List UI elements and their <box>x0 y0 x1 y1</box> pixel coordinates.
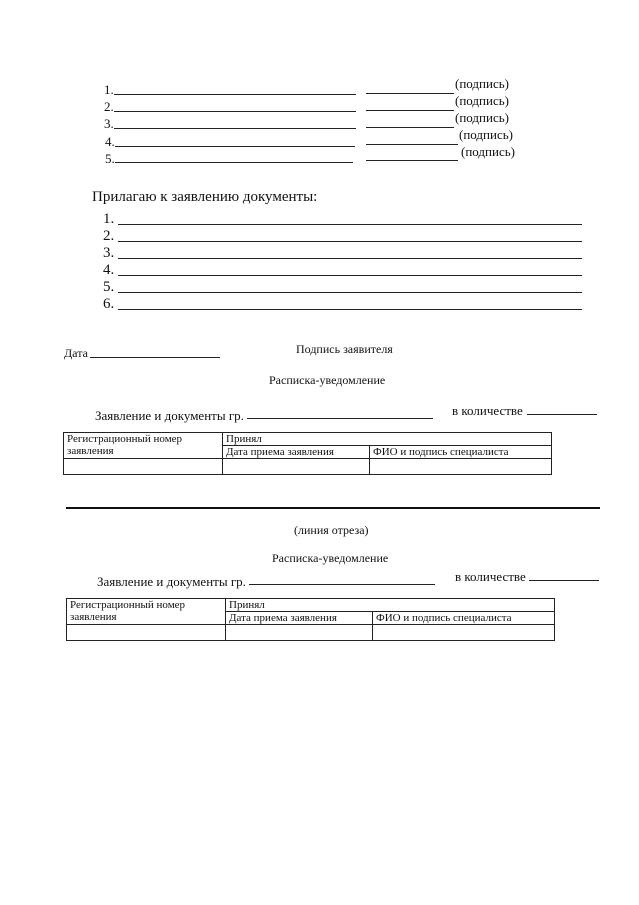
document-number: 4. <box>103 262 115 278</box>
signature-number: 3. <box>104 116 114 131</box>
signature-line[interactable] <box>366 93 454 94</box>
date-received-cell[interactable] <box>223 459 370 475</box>
quantity-line[interactable] <box>529 580 599 581</box>
cut-line-rule <box>66 507 600 509</box>
receipt-table <box>63 432 552 475</box>
specialist-cell[interactable] <box>370 459 552 475</box>
signature-label: (подпись) <box>459 127 513 142</box>
signature-number: 2. <box>104 99 114 114</box>
signature-number: 5. <box>105 151 115 166</box>
document-line[interactable] <box>118 309 582 310</box>
document-number: 2. <box>103 228 115 244</box>
document-number: 3. <box>103 245 115 261</box>
signature-line[interactable] <box>366 127 454 128</box>
document-number: 6. <box>103 296 115 312</box>
specialist-cell[interactable] <box>373 625 555 641</box>
accepted-header: Принял <box>226 599 555 612</box>
signature-label: (подпись) <box>461 144 515 159</box>
signature-line[interactable] <box>366 144 458 145</box>
signature-label: (подпись) <box>455 93 509 108</box>
receipt-applicant-label: Заявление и документы гр. <box>95 408 244 423</box>
quantity-label: в количестве <box>455 569 526 584</box>
document-line[interactable] <box>118 275 582 276</box>
applicant-name-line[interactable] <box>247 418 433 419</box>
signature-number: 1. <box>104 82 114 97</box>
quantity-label: в количестве <box>452 403 523 418</box>
reg-number-cell[interactable] <box>67 625 226 641</box>
reg-number-header: Регистрационный номер заявления <box>64 433 223 459</box>
receipt-title: Расписка-уведомление <box>272 551 389 565</box>
specialist-header: ФИО и подпись специалиста <box>370 446 552 459</box>
date-label: Дата <box>64 346 88 360</box>
signature-label: (подпись) <box>455 76 509 91</box>
signature-label: (подпись) <box>455 110 509 125</box>
documents-heading: Прилагаю к заявлению документы: <box>92 189 318 205</box>
document-number: 1. <box>103 211 115 227</box>
quantity-line[interactable] <box>527 414 597 415</box>
reg-number-cell[interactable] <box>64 459 223 475</box>
date-received-header: Дата приема заявления <box>223 446 370 459</box>
document-line[interactable] <box>118 224 582 225</box>
signer-name-line[interactable] <box>114 111 356 112</box>
date-received-cell[interactable] <box>226 625 373 641</box>
receipt-applicant-label: Заявление и документы гр. <box>97 574 246 589</box>
signer-name-line[interactable] <box>114 94 356 95</box>
signature-line[interactable] <box>366 110 454 111</box>
date-received-header: Дата приема заявления <box>226 612 373 625</box>
cut-line-label: (линия отреза) <box>294 523 369 537</box>
reg-number-header: Регистрационный номер заявления <box>67 599 226 625</box>
signature-number: 4. <box>105 134 115 149</box>
specialist-header: ФИО и подпись специалиста <box>373 612 555 625</box>
document-line[interactable] <box>118 292 582 293</box>
document-line[interactable] <box>118 258 582 259</box>
receipt-table <box>66 598 555 641</box>
signer-name-line[interactable] <box>114 128 356 129</box>
document-number: 5. <box>103 279 115 295</box>
signer-name-line[interactable] <box>115 146 355 147</box>
date-line[interactable] <box>90 357 220 358</box>
signature-line[interactable] <box>366 160 458 161</box>
accepted-header: Принял <box>223 433 552 446</box>
document-line[interactable] <box>118 241 582 242</box>
signer-name-line[interactable] <box>115 162 353 163</box>
receipt-title: Расписка-уведомление <box>269 373 386 387</box>
applicant-signature-label: Подпись заявителя <box>296 342 393 356</box>
applicant-name-line[interactable] <box>249 584 435 585</box>
